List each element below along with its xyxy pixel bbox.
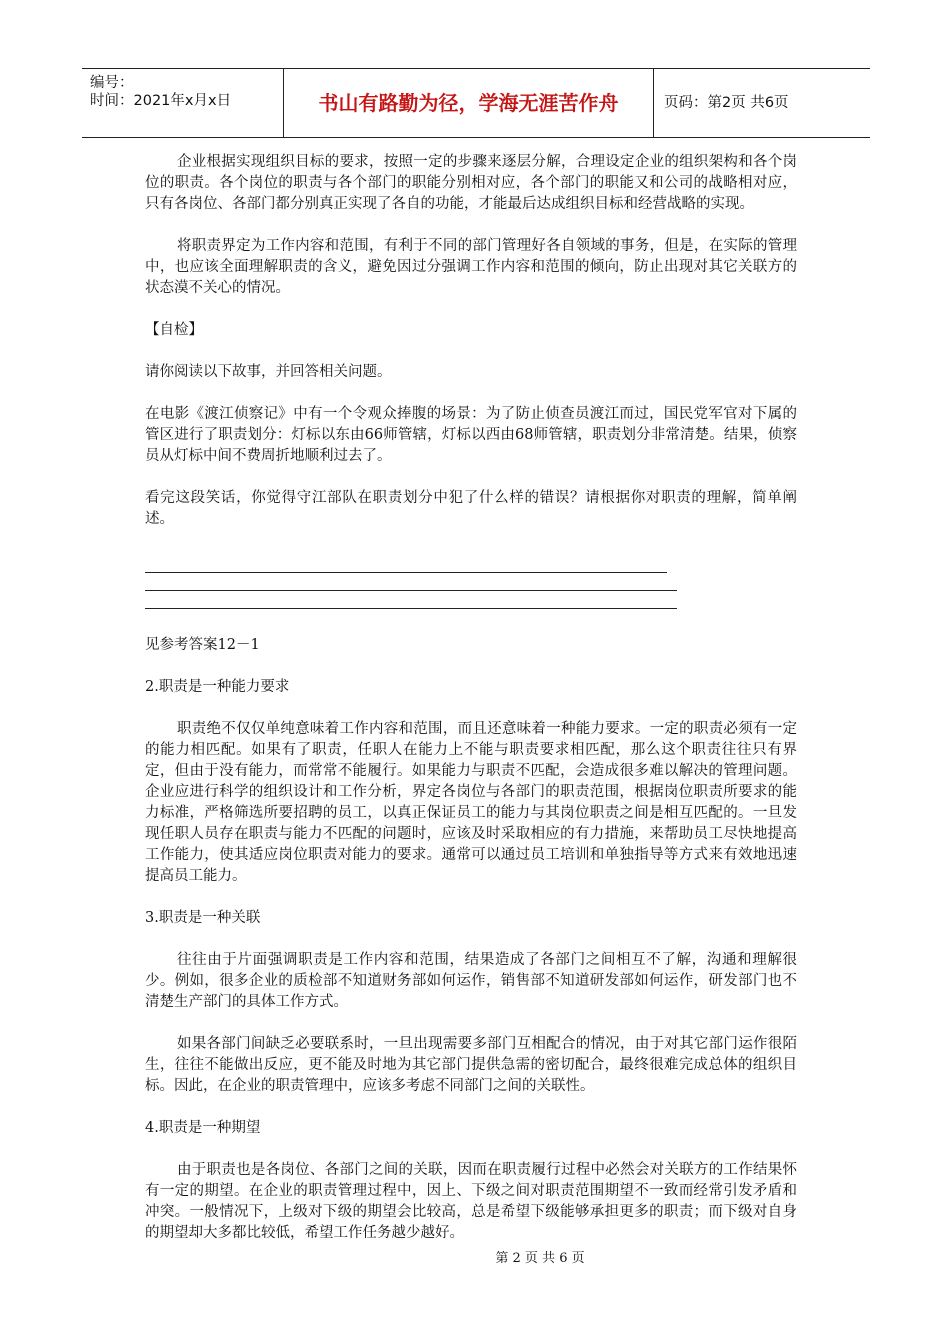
header-meta [82,69,284,137]
section-heading: 2.职责是一种能力要求 [145,679,290,695]
section-heading: 3.职责是一种关联 [145,910,261,926]
page-header [82,68,870,138]
answer-line [145,590,677,591]
header-motto: 书山有路勤为径，学海无涯苦作舟 [284,69,654,137]
document-number-label: 编号： [90,75,134,91]
document-body [145,152,797,1265]
section-heading-self-check: 【自检】 [145,322,203,338]
answer-line [145,572,667,573]
body-paragraph: 由于职责也是各岗位、各部门之间的关联，因而在职责履行过程中必然会对关联方的工作结果怀有一定的期望。在企业的职责管理过程中，因上、下级之间对职责范围期望不一致而经常引发矛盾和冲突。一般情况下，上级对下级的期望会比较高，总是希望下级能够承担更多的职责；而下级对自身的期望却大多都比较低，希望工作任务越少越好。 [145,1162,797,1241]
document-time-label: 时间：2021年x月x日 [90,93,232,109]
story-paragraph: 在电影《渡江侦察记》中有一个令观众捧腹的场景：为了防止侦查员渡江而过，国民党军官对下属的管区进行了职责划分：灯标以东由66师管辖，灯标以西由68师管辖，职责划分非常清楚。结果，侦察员从灯标中间不费周折地顺利过去了。 [145,406,797,464]
body-paragraph: 请你阅读以下故事，并回答相关问题。 [145,364,392,380]
page-footer [0,1247,950,1266]
answer-lines [145,572,677,609]
body-paragraph: 职责绝不仅仅单纯意味着工作内容和范围，而且还意味着一种能力要求。一定的职责必须有一定的能力相匹配。如果有了职责，任职人在能力上不能与职责要求相匹配，那么这个职责往往只有界定，但由于没有能力，而常常不能履行。如果能力与职责不匹配，会造成很多难以解决的管理问题。企业应进行科学的组织设计和工作分析，界定各岗位与各部门的职责范围，根据岗位职责所要求的能力标准，严格筛选所要招聘的员工，以真正保证员工的能力与其岗位职责之间是相互匹配的。一旦发现任职人员存在职责与能力不匹配的问题时，应该及时采取相应的有力措施，来帮助员工尽快地提高工作能力，使其适应岗位职责对能力的要求。通常可以通过员工培训和单独指导等方式来有效地迅速提高员工能力。 [145,721,797,884]
body-paragraph: 往往由于片面强调职责是工作内容和范围，结果造成了各部门之间相互不了解，沟通和理解很少。例如，很多企业的质检部不知道财务部如何运作，销售部不知道研发部如何运作，研发部门也不清楚生产部门的具体工作方式。 [145,952,797,1010]
footer-page-number: 第 2 页 共 6 页 [495,1251,585,1266]
question-paragraph: 看完这段笑话，你觉得守江部队在职责划分中犯了什么样的错误？请根据你对职责的理解，简单阐述。 [145,490,797,527]
header-page-label: 页码：第2页 共6页 [664,95,789,111]
body-paragraph: 企业根据实现组织目标的要求，按照一定的步骤来逐层分解，合理设定企业的组织架构和各个岗位的职责。各个岗位的职责与各个部门的职能分别相对应，各个部门的职能又和公司的战略相对应，只有各岗位、各部门都分别真正实现了各自的功能，才能最后达成组织目标和经营战略的实现。 [145,154,797,212]
answer-line [145,608,677,609]
reference-answer-note: 见参考答案12－1 [145,637,260,653]
body-paragraph: 将职责界定为工作内容和范围，有利于不同的部门管理好各自领域的事务，但是，在实际的管理中，也应该全面理解职责的含义，避免因过分强调工作内容和范围的倾向，防止出现对其它关联方的状态漠不关心的情况。 [145,238,797,296]
section-heading: 4.职责是一种期望 [145,1120,261,1136]
body-paragraph: 如果各部门间缺乏必要联系时，一旦出现需要多部门互相配合的情况，由于对其它部门运作很陌生，往往不能做出反应，更不能及时地为其它部门提供急需的密切配合，最终很难完成总体的组织目标。因此，在企业的职责管理中，应该多考虑不同部门之间的关联性。 [145,1036,797,1094]
